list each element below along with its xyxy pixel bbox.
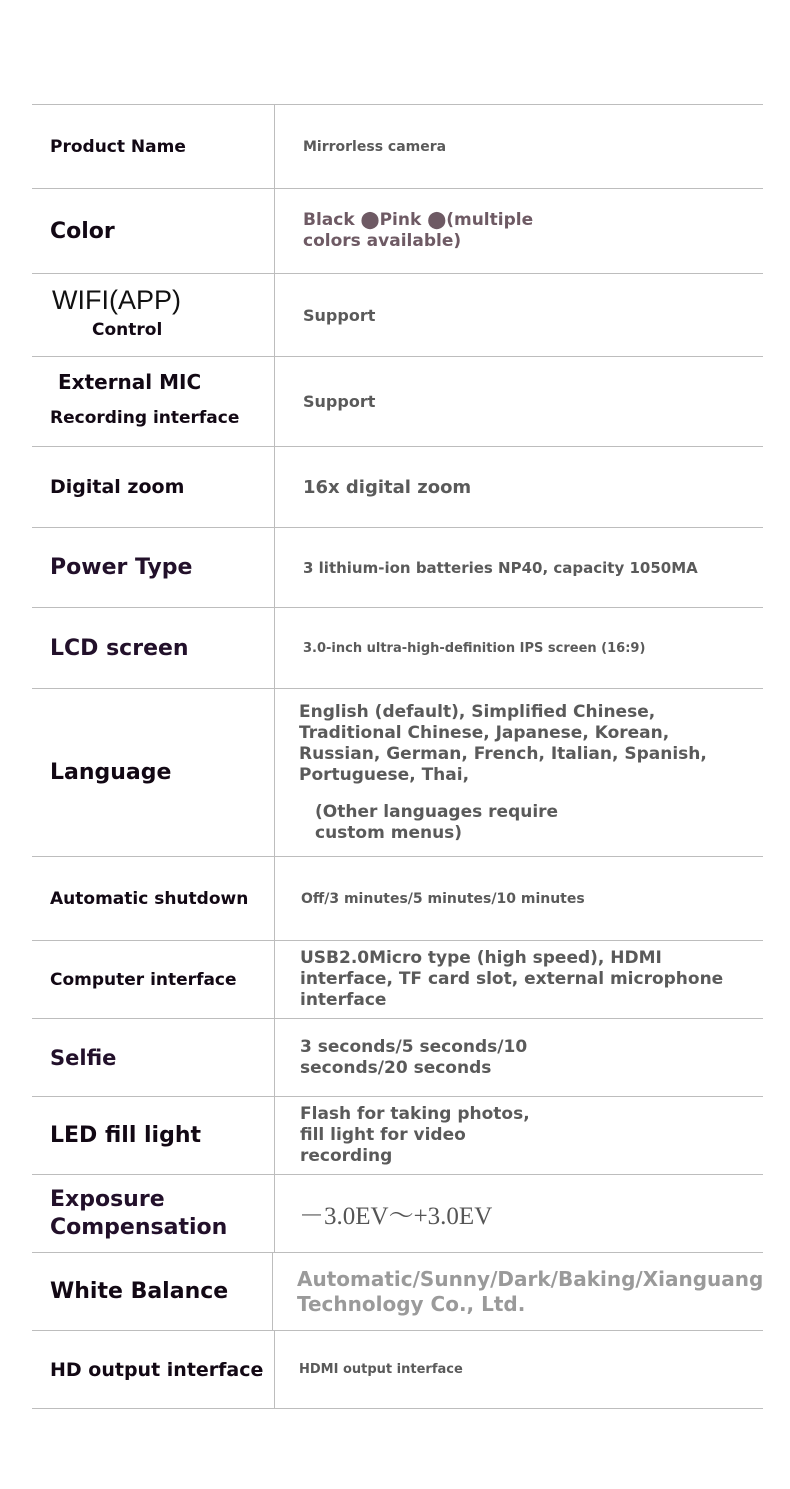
- spec-label: [32, 357, 275, 446]
- spec-table: [32, 104, 763, 1409]
- spec-row-exposure-compensation: [32, 1175, 763, 1253]
- spec-label: HD output interface: [32, 1331, 275, 1408]
- spec-label-line1: WIFI(APP): [52, 284, 181, 315]
- spec-label: LED fill light: [32, 1097, 275, 1174]
- spec-label-text: Exposure Compensation: [50, 1186, 228, 1240]
- spec-label: Digital zoom: [32, 447, 275, 527]
- spec-value-text: Black ⬤Pink ⬤(multiple colors available): [303, 210, 534, 251]
- spec-value-text: 3 seconds/5 seconds/10 seconds/20 seconds: [300, 1036, 528, 1078]
- spec-row-white-balance: [32, 1253, 763, 1331]
- spec-row-led-fill-light: [32, 1097, 763, 1175]
- spec-row-hd-output: [32, 1331, 763, 1409]
- spec-value: [275, 1019, 763, 1096]
- spec-row-wifi: [32, 274, 763, 357]
- spec-row-digital-zoom: [32, 447, 763, 528]
- spec-value: [275, 1097, 763, 1174]
- spec-label-line1: External MIC: [58, 369, 202, 394]
- spec-label: Language: [32, 689, 275, 856]
- spec-row-lcd-screen: [32, 608, 763, 689]
- spec-label-line2: Recording interface: [50, 407, 240, 428]
- spec-row-product-name: [32, 105, 763, 189]
- spec-label-line2: Control: [92, 319, 163, 340]
- spec-label: White Balance: [32, 1253, 273, 1330]
- spec-row-automatic-shutdown: [32, 857, 763, 941]
- spec-label: Product Name: [32, 105, 275, 188]
- spec-value: Support: [303, 305, 376, 325]
- spec-value: －3.0EV～+3.0EV: [299, 1202, 493, 1230]
- spec-value-text: USB2.0Micro type (high speed), HDMI interface, TF card slot, external microphone interface: [300, 948, 724, 1010]
- spec-row-external-mic: [32, 357, 763, 447]
- spec-row-selfie: [32, 1019, 763, 1097]
- spec-label: Selfie: [32, 1019, 275, 1096]
- spec-label: Automatic shutdown: [32, 857, 275, 940]
- spec-row-color: [32, 189, 763, 274]
- spec-label: Power Type: [32, 528, 275, 607]
- spec-label: Color: [32, 189, 275, 273]
- spec-value-note: (Other languages require custom menus): [315, 801, 559, 843]
- spec-label: [32, 274, 275, 356]
- spec-value: Off/3 minutes/5 minutes/10 minutes: [301, 890, 585, 907]
- spec-value-text: English (default), Simplified Chinese, Traditional Chinese, Japanese, Korean, Russian, German, French, Italian, Spanish, Portuguese, Thai,: [299, 701, 707, 785]
- spec-value: 16x digital zoom: [303, 476, 472, 498]
- spec-value-text: Automatic/Sunny/Dark/Baking/Xianguang Technology Co., Ltd.: [297, 1266, 764, 1316]
- spec-value: HDMI output interface: [299, 1362, 463, 1377]
- spec-value: 3 lithium-ion batteries NP40, capacity 1050MA: [303, 558, 698, 577]
- spec-value-text: Flash for taking photos, fill light for video recording: [300, 1104, 530, 1166]
- spec-label: LCD screen: [32, 608, 275, 688]
- spec-value: Support: [303, 392, 376, 411]
- spec-value: Mirrorless camera: [303, 138, 447, 155]
- spec-value: 3.0-inch ultra-high-definition IPS screen (16:9): [303, 640, 646, 656]
- spec-value: [275, 941, 763, 1018]
- spec-value: [273, 1253, 763, 1330]
- spec-value: [275, 689, 763, 856]
- spec-label: Computer interface: [32, 941, 275, 1018]
- spec-row-power-type: [32, 528, 763, 608]
- spec-value: [275, 189, 763, 273]
- spec-label: [32, 1175, 275, 1252]
- spec-row-computer-interface: [32, 941, 763, 1019]
- spec-row-language: [32, 689, 763, 857]
